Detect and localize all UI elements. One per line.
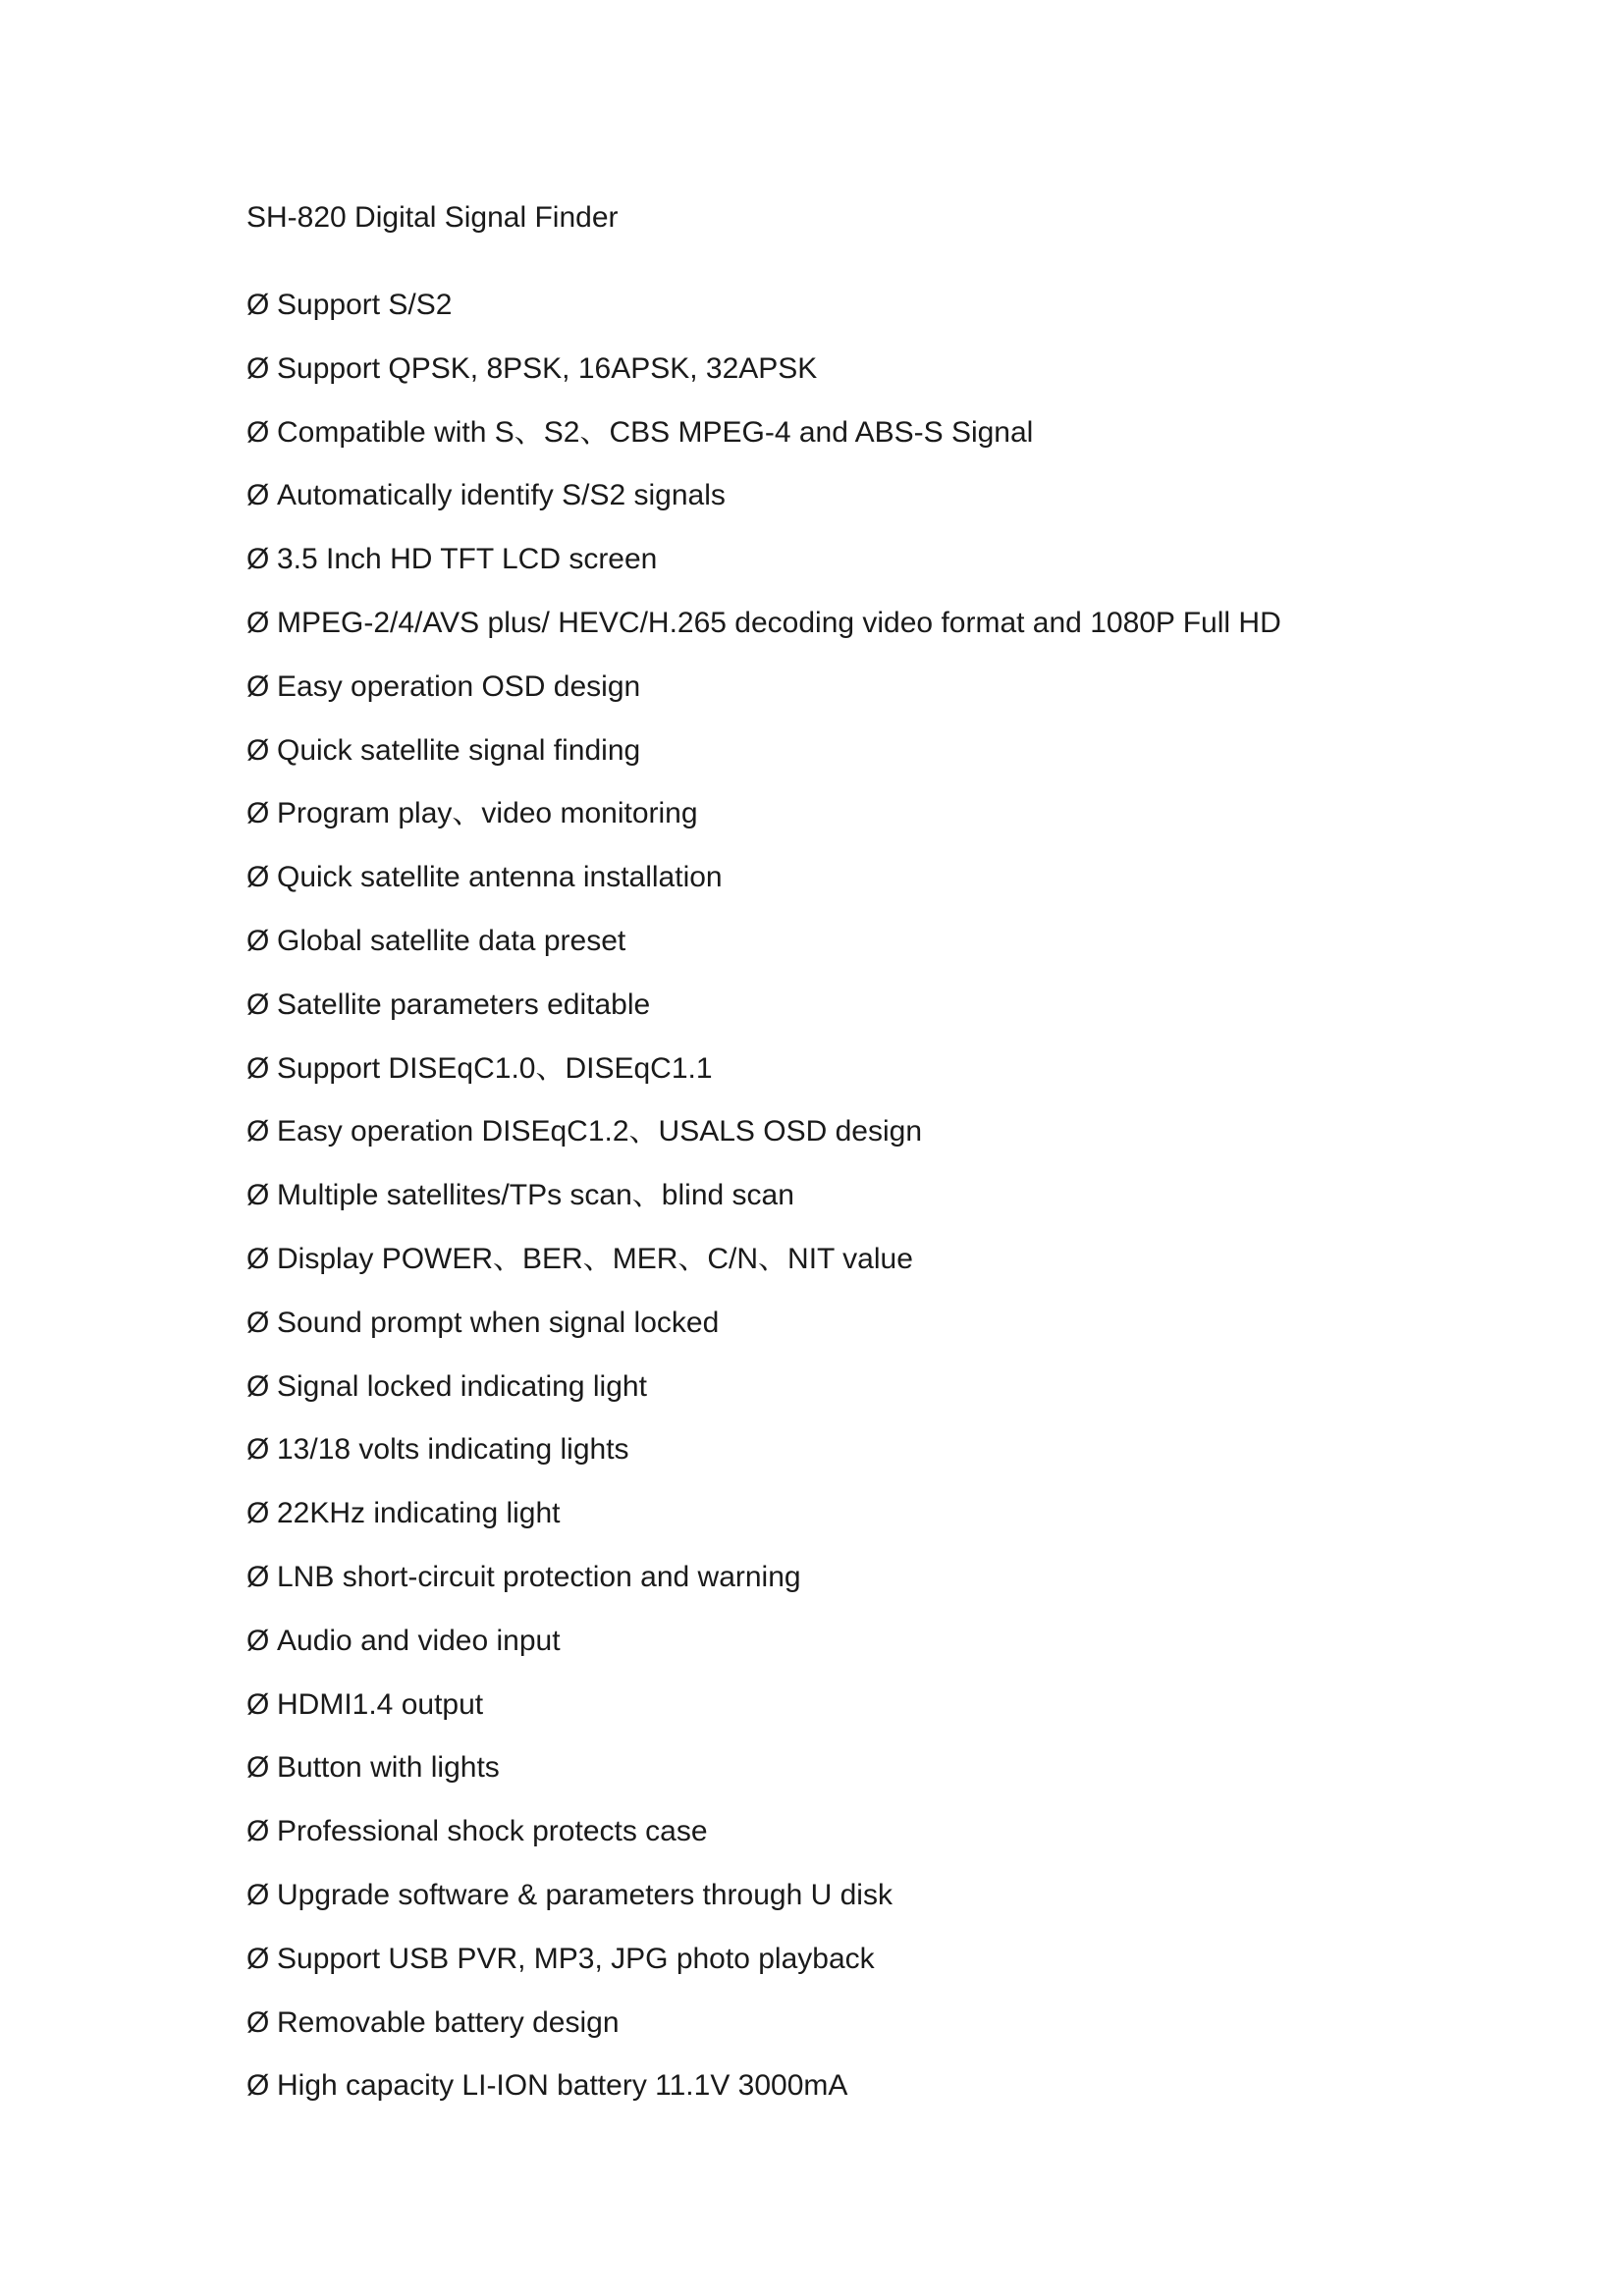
feature-item [246,1496,1281,1560]
bullet-icon: Ø [246,1051,270,1085]
feature-text: Button with lights [277,1751,500,1785]
feature-list [246,288,1281,2132]
bullet-icon: Ø [246,924,270,957]
bullet-icon: Ø [246,1369,270,1403]
feature-text: Display POWER、BER、MER、C/N、NIT value [277,1242,913,1275]
feature-text: 3.5 Inch HD TFT LCD screen [277,543,658,576]
feature-item [246,1560,1281,1624]
feature-item [246,478,1281,542]
bullet-icon: Ø [246,543,270,576]
feature-text: Easy operation DISEqC1.2、USALS OSD design [277,1115,922,1148]
feature-text: 13/18 volts indicating lights [277,1433,629,1467]
feature-text: High capacity LI-ION battery 11.1V 3000mA [277,2069,848,2103]
feature-text: Support USB PVR, MP3, JPG photo playback [277,1942,875,1975]
feature-text: Support QPSK, 8PSK, 16APSK, 32APSK [277,351,818,385]
feature-text: Satellite parameters editable [277,988,651,1021]
feature-item [246,1178,1281,1242]
feature-item [246,924,1281,988]
feature-text: Global satellite data preset [277,924,626,957]
feature-text: Audio and video input [277,1624,561,1657]
feature-item [246,1750,1281,1814]
feature-item [246,415,1281,479]
feature-item [246,2005,1281,2069]
feature-text: Sound prompt when signal locked [277,1306,720,1339]
feature-item [246,1432,1281,1496]
feature-text: Upgrade software & parameters through U disk [277,1878,893,1911]
feature-item [246,1306,1281,1369]
feature-text: Easy operation OSD design [277,669,641,703]
feature-item [246,1369,1281,1433]
bullet-icon: Ø [246,1687,270,1721]
bullet-icon: Ø [246,2069,270,2103]
bullet-icon: Ø [246,1433,270,1467]
bullet-icon: Ø [246,1179,270,1212]
feature-text: Removable battery design [277,2005,620,2039]
feature-text: LNB short-circuit protection and warning [277,1560,801,1593]
bullet-icon: Ø [246,606,270,639]
feature-text: Quick satellite signal finding [277,733,641,767]
bullet-icon: Ø [246,1242,270,1275]
bullet-icon: Ø [246,733,270,767]
feature-text: HDMI1.4 output [277,1687,484,1721]
feature-item [246,669,1281,733]
feature-item [246,1114,1281,1178]
feature-item [246,733,1281,797]
feature-item [246,1242,1281,1306]
feature-item [246,288,1281,351]
feature-item [246,542,1281,606]
feature-item [246,1624,1281,1687]
bullet-icon: Ø [246,797,270,830]
feature-item [246,2068,1281,2132]
bullet-icon: Ø [246,289,270,321]
feature-text: Professional shock protects case [277,1815,708,1848]
bullet-icon: Ø [246,861,270,894]
feature-item [246,1051,1281,1115]
feature-item [246,1814,1281,1878]
feature-text: Quick satellite antenna installation [277,861,723,894]
feature-text: Multiple satellites/TPs scan、blind scan [277,1179,794,1212]
bullet-icon: Ø [246,479,270,512]
feature-text: MPEG-2/4/AVS plus/ HEVC/H.265 decoding video format and 1080P Full HD [277,606,1281,639]
bullet-icon: Ø [246,1878,270,1911]
bullet-icon: Ø [246,669,270,703]
feature-text: Signal locked indicating light [277,1369,647,1403]
bullet-icon: Ø [246,1560,270,1593]
bullet-icon: Ø [246,1497,270,1530]
bullet-icon: Ø [246,988,270,1021]
bullet-icon: Ø [246,1306,270,1339]
feature-text: Support S/S2 [277,289,453,321]
bullet-icon: Ø [246,1942,270,1975]
feature-item [246,1942,1281,2005]
feature-text: Automatically identify S/S2 signals [277,479,726,512]
feature-item [246,1687,1281,1751]
bullet-icon: Ø [246,1815,270,1848]
feature-text: Program play、video monitoring [277,797,698,830]
feature-item [246,860,1281,924]
bullet-icon: Ø [246,1115,270,1148]
feature-text: 22KHz indicating light [277,1497,561,1530]
bullet-icon: Ø [246,1751,270,1785]
feature-text: Support DISEqC1.0、DISEqC1.1 [277,1051,713,1085]
feature-item [246,1878,1281,1942]
feature-item [246,606,1281,669]
feature-item [246,988,1281,1051]
feature-text: Compatible with S、S2、CBS MPEG-4 and ABS-S Signal [277,415,1034,449]
feature-item [246,796,1281,860]
bullet-icon: Ø [246,2005,270,2039]
bullet-icon: Ø [246,351,270,385]
bullet-icon: Ø [246,415,270,449]
feature-item [246,351,1281,415]
document-title: SH-820 Digital Signal Finder [246,201,619,234]
bullet-icon: Ø [246,1624,270,1657]
